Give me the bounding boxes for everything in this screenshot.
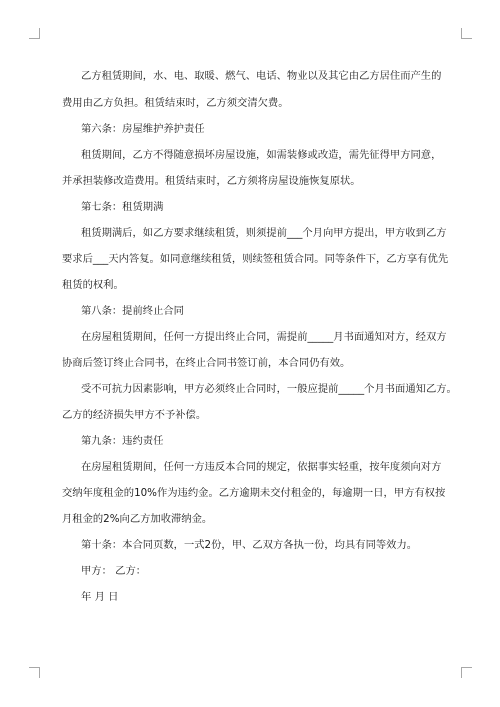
- paragraph-line: 交纳年度租金的10%作为违约金。乙方逾期未交付租金的，每逾期一日，甲方有权按: [62, 487, 446, 499]
- signature-parties: 甲方： 乙方：: [81, 565, 147, 577]
- paragraph-line: 费用由乙方负担。租赁结束时，乙方须交清欠费。: [62, 97, 289, 109]
- paragraph-line: 在房屋租赁期间，任何一方提出终止合同，需提前_____月书面通知对方，经双方: [81, 331, 447, 343]
- paragraph-line: 月租金的2%向乙方加收滞纳金。: [62, 513, 213, 525]
- paragraph-line: 租赁期间，乙方不得随意损坏房屋设施，如需装修或改造，需先征得甲方同意，: [81, 149, 442, 161]
- crop-mark-bottom-right: [461, 667, 472, 678]
- article-heading: 第九条：违约责任: [81, 435, 164, 447]
- paragraph-line: 受不可抗力因素影响，甲方必须终止合同时，一般应提前_____个月书面通知乙方。: [81, 383, 457, 395]
- crop-mark-top-right: [461, 28, 472, 39]
- paragraph-line: 乙方的经济损失甲方不予补偿。: [62, 409, 207, 421]
- signature-date: 年 月 日: [81, 591, 119, 603]
- paragraph-line: 在房屋租赁期间，任何一方违反本合同的规定，依据事实轻重，按年度须向对方: [81, 461, 442, 473]
- paragraph-line: 租赁期满后，如乙方要求继续租赁，则须提前___个月向甲方提出，甲方收到乙方: [81, 227, 447, 239]
- crop-mark-bottom-left: [29, 667, 40, 678]
- paragraph-line: 乙方租赁期间，水、电、取暖、燃气、电话、物业以及其它由乙方居住而产生的: [81, 70, 442, 82]
- paragraph-line: 并承担装修改造费用。租赁结束时，乙方须将房屋设施恢复原状。: [62, 175, 361, 187]
- crop-mark-top-left: [29, 28, 40, 39]
- paragraph-line: 协商后签订终止合同书，在终止合同书签订前，本合同仍有效。: [62, 357, 351, 369]
- article-heading: 第六条：房屋维护养护责任: [81, 123, 205, 135]
- article-heading: 第七条：租赁期满: [81, 201, 164, 213]
- article-heading: 第八条：提前终止合同: [81, 305, 184, 317]
- article-heading: 第十条：本合同页数，一式2份，甲、乙双方各执一份，均具有同等效力。: [81, 539, 418, 551]
- paragraph-line: 租赁的权利。: [62, 279, 124, 291]
- paragraph-line: 要求后___天内答复。如同意继续租赁，则续签租赁合同。同等条件下，乙方享有优先: [62, 253, 449, 265]
